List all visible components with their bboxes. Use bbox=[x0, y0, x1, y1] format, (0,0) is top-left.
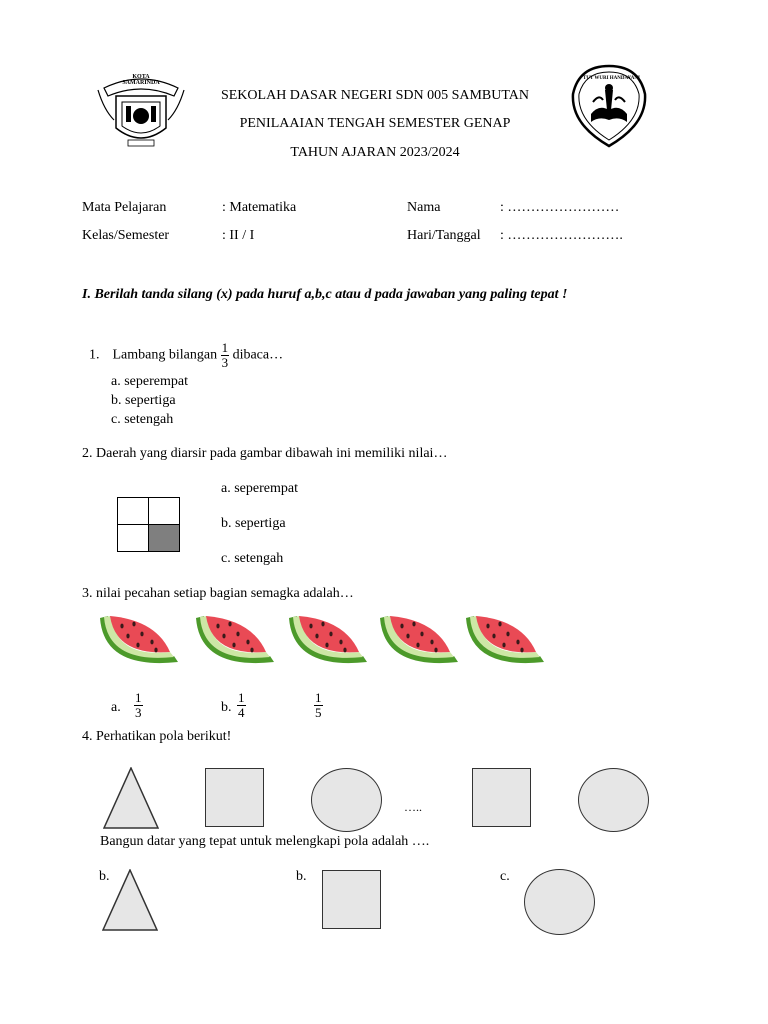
q3-b-den: 4 bbox=[238, 704, 245, 720]
name-value: : …………………… bbox=[500, 200, 620, 215]
q2-option-c: c. setengah bbox=[221, 551, 284, 566]
question-2: 2. Daerah yang diarsir pada gambar dibawah ini memiliki nilai… bbox=[82, 446, 448, 461]
q4-prompt: Bangun datar yang tepat untuk melengkapi pola adalah …. bbox=[100, 834, 430, 849]
watermelon-slice bbox=[192, 612, 276, 683]
q1-prefix: Lambang bilangan bbox=[112, 347, 218, 363]
academic-year: TAHUN AJARAN 2023/2024 bbox=[290, 145, 460, 160]
date-value: : ……………………. bbox=[500, 228, 623, 243]
q3-option-c-fraction bbox=[314, 691, 323, 719]
pattern-square-1 bbox=[205, 768, 264, 827]
watermelon-slice bbox=[96, 612, 180, 683]
watermelon-slice bbox=[285, 612, 369, 683]
exam-title: PENILAAIAN TENGAH SEMESTER GENAP bbox=[239, 116, 511, 131]
q1-option-b: b. sepertiga bbox=[111, 393, 176, 408]
q1-frac-num: 1 bbox=[221, 340, 229, 355]
section-instruction: I. Berilah tanda silang (x) pada huruf a,b,c atau d pada jawaban yang paling tepat ! bbox=[82, 287, 568, 302]
answer-circle bbox=[524, 869, 595, 935]
q3-option-a-fraction bbox=[134, 691, 143, 719]
q1-option-c: c. setengah bbox=[111, 412, 174, 427]
q4-option-2-label: b. bbox=[296, 869, 307, 884]
kota-samarinda-logo bbox=[96, 70, 186, 152]
q1-number: 1. bbox=[89, 347, 100, 363]
name-label: Nama bbox=[407, 200, 441, 215]
watermelon-slice bbox=[462, 612, 546, 683]
q3-c-den: 5 bbox=[315, 704, 322, 720]
q3-a-num: 1 bbox=[135, 690, 142, 705]
q3-b-num: 1 bbox=[238, 690, 245, 705]
subject-value: : Matematika bbox=[222, 200, 297, 215]
watermelon-row bbox=[96, 612, 556, 680]
q3-option-b-label: b. bbox=[221, 700, 232, 715]
watermelon-slice bbox=[376, 612, 460, 683]
q2-option-a: a. seperempat bbox=[221, 481, 298, 496]
q3-c-num: 1 bbox=[315, 690, 322, 705]
pattern-square-2 bbox=[472, 768, 531, 827]
pattern-circle-2 bbox=[578, 768, 649, 832]
q1-fraction bbox=[221, 341, 230, 369]
class-label: Kelas/Semester bbox=[82, 228, 170, 243]
pattern-circle-1 bbox=[311, 768, 382, 832]
q3-option-a-label: a. bbox=[111, 700, 121, 715]
question-1 bbox=[89, 341, 283, 369]
school-name: SEKOLAH DASAR NEGERI SDN 005 SAMBUTAN bbox=[220, 88, 530, 103]
class-value: : II / I bbox=[222, 228, 255, 243]
answer-triangle bbox=[102, 869, 158, 931]
answer-square bbox=[322, 870, 381, 929]
q4-option-3-label: c. bbox=[500, 869, 510, 884]
right-logo-text: TUT WURI HANDAYANI bbox=[583, 76, 640, 81]
question-4: 4. Perhatikan pola berikut! bbox=[82, 729, 232, 744]
q1-option-a: a. seperempat bbox=[111, 374, 188, 389]
date-label: Hari/Tanggal bbox=[407, 228, 481, 243]
q4-option-1-label: b. bbox=[99, 869, 110, 884]
q1-suffix: dibaca… bbox=[232, 347, 284, 363]
question-3: 3. nilai pecahan setiap bagian semagka adalah… bbox=[82, 586, 354, 601]
q3-a-den: 3 bbox=[135, 704, 142, 720]
subject-label: Mata Pelajaran bbox=[82, 200, 167, 215]
q2-grid-figure bbox=[117, 497, 180, 552]
pattern-gap: ….. bbox=[404, 800, 422, 814]
left-logo-text: KOTA SAMARINDA bbox=[122, 74, 160, 86]
q2-option-b: b. sepertiga bbox=[221, 516, 286, 531]
tut-wuri-handayani-logo bbox=[569, 64, 649, 148]
q3-option-b-fraction bbox=[237, 691, 246, 719]
pattern-triangle bbox=[103, 767, 159, 829]
q1-frac-den: 3 bbox=[221, 354, 229, 370]
